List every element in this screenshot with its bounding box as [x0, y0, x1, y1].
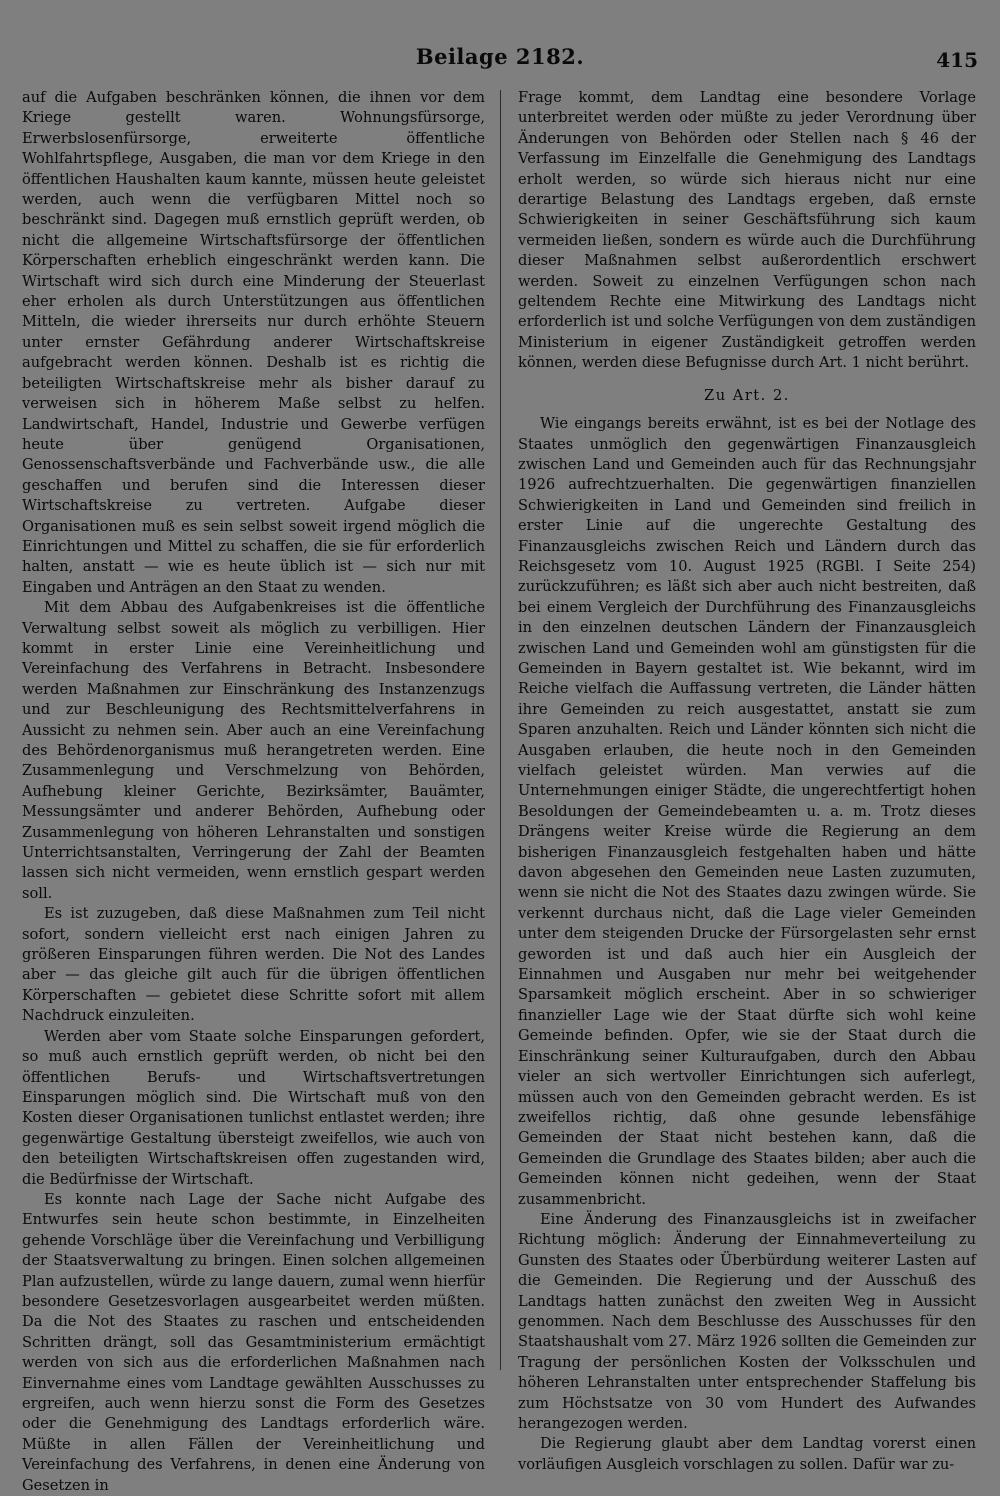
paragraph: Es ist zuzugeben, daß diese Maßnahmen zum Teil nicht sofort, sondern vielleicht erst nach einigen Jahren zu größeren Einsparungen führen werden. Die Not des Landes aber — das gleiche gilt auch für die übrigen öffentlichen Körperschaften — gebietet diese Schritte sofort mit allem Nachdruck einzuleiten.	[22, 905, 485, 1025]
left-column	[22, 88, 485, 1496]
right-column	[518, 88, 976, 1475]
column-divider	[500, 90, 501, 1370]
section-heading: Zu Art. 2.	[704, 386, 790, 404]
paragraph: Frage kommt, dem Landtag eine besondere Vorlage unterbreitet werden oder müßte zu jeder Verordnung über Änderungen von Behörden oder Stellen nach § 46 der Verfassung im Einzelfalle die Genehmigung des Landtags erholt werden, so würde sich hieraus nicht nur eine derartige Belastung des Landtags ergeben, daß ernste Schwierigkeiten in seiner Geschäftsführung sich kaum vermeiden ließen, sondern es würde auch die Durchführung dieser Maßnahmen selbst außerordentlich erschwert werden. Soweit zu einzelnen Verfügungen schon nach geltendem Rechte eine Mitwirkung des Landtags nicht erforderlich ist und solche Verfügungen von dem zuständigen Ministerium in eigener Zuständigkeit getroffen werden können, werden diese Befugnisse durch Art. 1 nicht berührt.	[518, 89, 976, 372]
page-header	[0, 42, 1000, 82]
paragraph: Die Regierung glaubt aber dem Landtag vorerst einen vorläufigen Ausgleich vorschlagen zu sollen. Dafür war zu-	[518, 1435, 976, 1473]
paragraph: auf die Aufgaben beschränken können, die ihnen vor dem Kriege gestellt waren. Wohnungsfürsorge, Erwerbslosenfürsorge, erweiterte öffentliche Wohlfahrtspflege, Ausgaben, die man vor dem Kriege in den öffentlichen Haushalten kaum kannte, müssen heute geleistet werden, auch wenn die verfügbaren Mittel noch so beschränkt sind. Dagegen muß ernstlich geprüft werden, ob nicht die allgemeine Wirtschaftsfürsorge der öffentlichen Körperschaften erheblich eingeschränkt werden kann. Die Wirtschaft wird sich durch eine Minderung der Steuerlast eher erholen als durch Unterstützungen aus öffentlichen Mitteln, die wieder ihrerseits nur durch erhöhte Steuern unter ernster Gefährdung anderer Wirtschaftskreise aufgebracht werden können. Deshalb ist es richtig die beteiligten Wirtschaftskreise mehr als bisher darauf zu verweisen sich in höherem Maße selbst zu helfen. Landwirtschaft, Handel, Industrie und Gewerbe verfügen heute über genügend Organisationen, Genossenschaftsverbände und Fachverbände usw., die alle geschaffen und berufen sind die Interessen dieser Wirtschaftskreise zu vertreten. Aufgabe dieser Organisationen muß es sein selbst soweit irgend möglich die Einrichtungen und Mittel zu schaffen, die sie für erforderlich halten, anstatt — wie es heute üblich ist — sich nur mit Eingaben und Anträgen an den Staat zu wenden.	[22, 89, 485, 596]
paragraph: Wie eingangs bereits erwähnt, ist es bei der Notlage des Staates unmöglich den gegenwärtigen Finanzausgleich zwischen Land und Gemeinden auch für das Rechnungsjahr 1926 aufrechtzuerhalten. Die gegenwärtigen finanziellen Schwierigkeiten in Land und Gemeinden sind freilich in erster Linie auf die ungerechte Gestaltung des Finanzausgleichs zwischen Reich und Ländern durch das Reichsgesetz vom 10. August 1925 (RGBl. I Seite 254) zurückzuführen; es läßt sich aber auch nicht bestreiten, daß bei einem Vergleich der Durchführung des Finanzausgleichs in den einzelnen deutschen Ländern der Finanzausgleich zwischen Land und Gemeinden wohl am günstigsten für die Gemeinden in Bayern gestaltet ist. Wie bekannt, wird im Reiche vielfach die Auffassung vertreten, die Länder hätten ihre Gemeinden zu reich ausgestattet, anstatt sie zum Sparen anzuhalten. Reich und Länder könnten sich nicht die Ausgaben erlauben, die heute noch in den Gemeinden vielfach geleistet würden. Man verwies auf die Unternehmungen einiger Städte, die ungerechtfertigt hohen Besoldungen der Gemeindebeamten u. a. m. Trotz dieses Drängens weiter Kreise würde die Regierung an dem bisherigen Finanzausgleich festgehalten haben und hätte davon abgesehen den Gemeinden neue Lasten zuzumuten, wenn sie nicht die Not des Staates dazu zwingen würde. Sie verkennt durchaus nicht, daß die Lage vieler Gemeinden unter dem steigenden Drucke der Fürsorgelasten sehr ernst geworden ist und daß auch hier ein Ausgleich der Einnahmen und Ausgaben nur mehr bei weitgehender Sparsamkeit möglich erscheint. Aber in so schwieriger finanzieller Lage wie der Staat dürfte sich wohl keine Gemeinde befinden. Opfer, wie sie der Staat durch die Einschränkung seiner Kulturaufgaben, durch den Abbau vieler an sich wertvoller Einrichtungen sich auferlegt, müssen auch von den Gemeinden gebracht werden. Es ist zweifellos richtig, daß ohne gesunde lebensfähige Gemeinden der Staat nicht bestehen kann, daß die Gemeinden die Grundlage des Staates bilden; aber auch die Gemeinden können nicht gedeihen, wenn der Staat zusammenbricht.	[518, 415, 976, 1208]
page-number: 415	[936, 48, 978, 72]
paragraph: Mit dem Abbau des Aufgabenkreises ist die öffentliche Verwaltung selbst soweit als möglich zu verbilligen. Hier kommt in erster Linie eine Vereinheitlichung und Vereinfachung des Verfahrens in Betracht. Insbesondere werden Maßnahmen zur Einschränkung des Instanzenzugs und zur Beschleunigung des Rechtsmittelverfahrens in Aussicht zu nehmen sein. Aber auch an eine Vereinfachung des Behördenorganismus muß herangetreten werden. Eine Zusammenlegung und Verschmelzung von Behörden, Aufhebung kleiner Gerichte, Bezirksämter, Bauämter, Messungsämter und anderer Behörden, Aufhebung oder Zusammenlegung von höheren Lehranstalten und sonstigen Unterrichtsanstalten, Verringerung der Zahl der Beamten lassen sich nicht vermeiden, wenn ernstlich gespart werden soll.	[22, 599, 485, 902]
paragraph: Es konnte nach Lage der Sache nicht Aufgabe des Entwurfes sein heute schon bestimmte, in Einzelheiten gehende Vorschläge über die Vereinfachung und Verbilligung der Staatsverwaltung zu bringen. Einen solchen allgemeinen Plan aufzustellen, würde zu lange dauern, zumal wenn hierfür besondere Gesetzesvorlagen ausgearbeitet werden müßten. Da die Not des Staates zu raschen und entscheidenden Schritten drängt, soll das Gesamtministerium ermächtigt werden von sich aus die erforderlichen Maßnahmen nach Einvernahme eines vom Landtage gewählten Ausschusses zu ergreifen, auch wenn hierzu sonst die Form des Gesetzes oder die Genehmigung des Landtags erforderlich wäre. Müßte in allen Fällen der Vereinheitlichung und Vereinfachung des Verfahrens, in denen eine Änderung von Gesetzen in	[22, 1190, 485, 1494]
paragraph: Werden aber vom Staate solche Einsparungen gefordert, so muß auch ernstlich geprüft werden, ob nicht bei den öffentlichen Berufs- und Wirtschaftsvertretungen Einsparungen möglich sind. Die Wirtschaft muß von den Kosten dieser Organisationen tunlichst entlastet werden; ihre gegenwärtige Gestaltung übersteigt zweifellos, wie auch von den beteiligten Wirtschaftskreisen offen zugestanden wird, die Bedürfnisse der Wirtschaft.	[22, 1027, 485, 1188]
supplement-title: Beilage 2182.	[415, 44, 585, 69]
paragraph: Eine Änderung des Finanzausgleichs ist in zweifacher Richtung möglich: Änderung der Einnahmeverteilung zu Gunsten des Staates oder Überbürdung weiterer Lasten auf die Gemeinden. Die Regierung und der Ausschuß des Landtags hatten zunächst den zweiten Weg in Aussicht genommen. Nach dem Beschlusse des Ausschusses für den Staatshaushalt vom 27. März 1926 sollten die Gemeinden zur Tragung der persönlichen Kosten der Volksschulen und höheren Lehranstalten unter entsprechender Staffelung bis zum Höchstsatze von 30 vom Hundert des Aufwandes herangezogen werden.	[518, 1210, 976, 1432]
